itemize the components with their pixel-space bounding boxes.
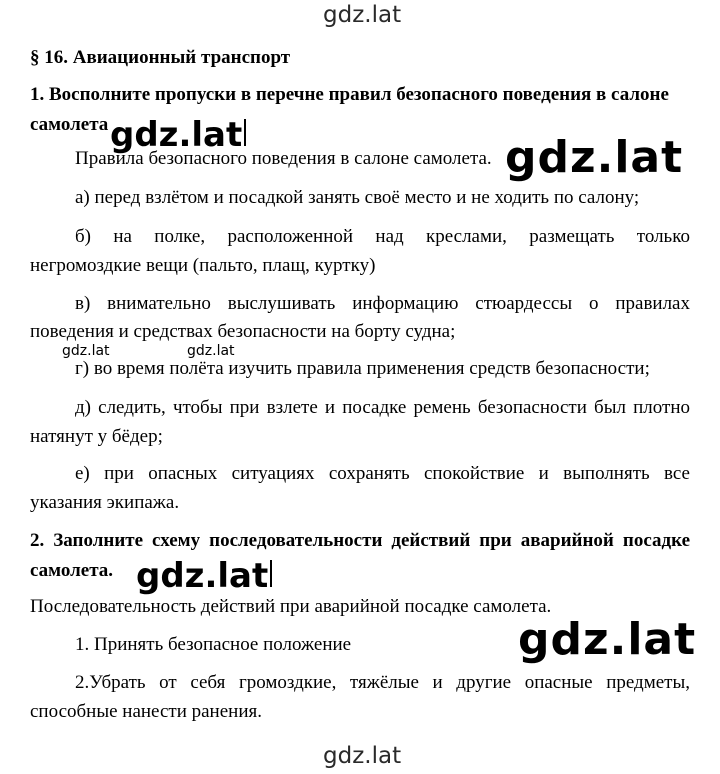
cursor-mark — [244, 119, 246, 146]
step-2-line1: 2.Убрать от себя громоздкие, тяжёлые и другие опасные предметы, — [75, 672, 690, 693]
rule-item-b-line2: негромоздкие вещи (пальто, плащ, куртку) — [30, 255, 376, 276]
rule-item-g: г) во время полёта изучить правила применения средств безопасности; — [75, 358, 650, 379]
watermark-small-1: gdz.lat — [62, 343, 110, 359]
task1-intro: Правила безопасного поведения в салоне самолета. — [75, 148, 492, 169]
step-2-line2: способные нанести ранения. — [30, 701, 262, 722]
cursor-mark — [270, 560, 272, 587]
task2-intro: Последовательность действий при аварийной посадке самолета. — [30, 596, 552, 617]
watermark-inline-2: gdz.lat — [136, 556, 272, 596]
rule-item-e-line1: е) при опасных ситуациях сохранять спокойствие и выполнять все — [75, 463, 690, 484]
task2-heading-line1: 2. Заполните схему последовательности действий при аварийной посадке — [30, 530, 690, 551]
task1-heading-line2: самолета — [30, 114, 109, 135]
watermark-bottom: gdz.lat — [323, 743, 402, 769]
rule-item-d-line2: натянут у бёдер; — [30, 426, 163, 447]
rule-item-c-line1: в) внимательно выслушивать информацию стюардессы о правилах — [75, 293, 690, 314]
step-1: 1. Принять безопасное положение — [75, 634, 352, 655]
rule-item-b-line1: б) на полке, расположенной над креслами, размещать только — [75, 226, 690, 247]
rule-item-e-line2: указания экипажа. — [30, 492, 180, 513]
rule-item-c-line2: поведения и средствах безопасности на борту судна; — [30, 321, 456, 342]
watermark-big-2: gdz.lat — [518, 614, 697, 665]
rule-item-a: а) перед взлётом и посадкой занять своё место и не ходить по салону; — [75, 187, 640, 208]
watermark-small-2: gdz.lat — [187, 343, 235, 359]
task1-heading-line1: 1. Восполните пропуски в перечне правил безопасного поведения в салоне — [30, 84, 669, 105]
watermark-inline-1: gdz.lat — [110, 115, 246, 155]
watermark-top: gdz.lat — [323, 2, 402, 28]
rule-item-d-line1: д) следить, чтобы при взлете и посадке ремень безопасности был плотно — [75, 397, 690, 418]
task2-heading-line2: самолета. — [30, 560, 114, 581]
section-title: § 16. Авиационный транспорт — [30, 47, 291, 68]
watermark-big-1: gdz.lat — [505, 132, 684, 183]
